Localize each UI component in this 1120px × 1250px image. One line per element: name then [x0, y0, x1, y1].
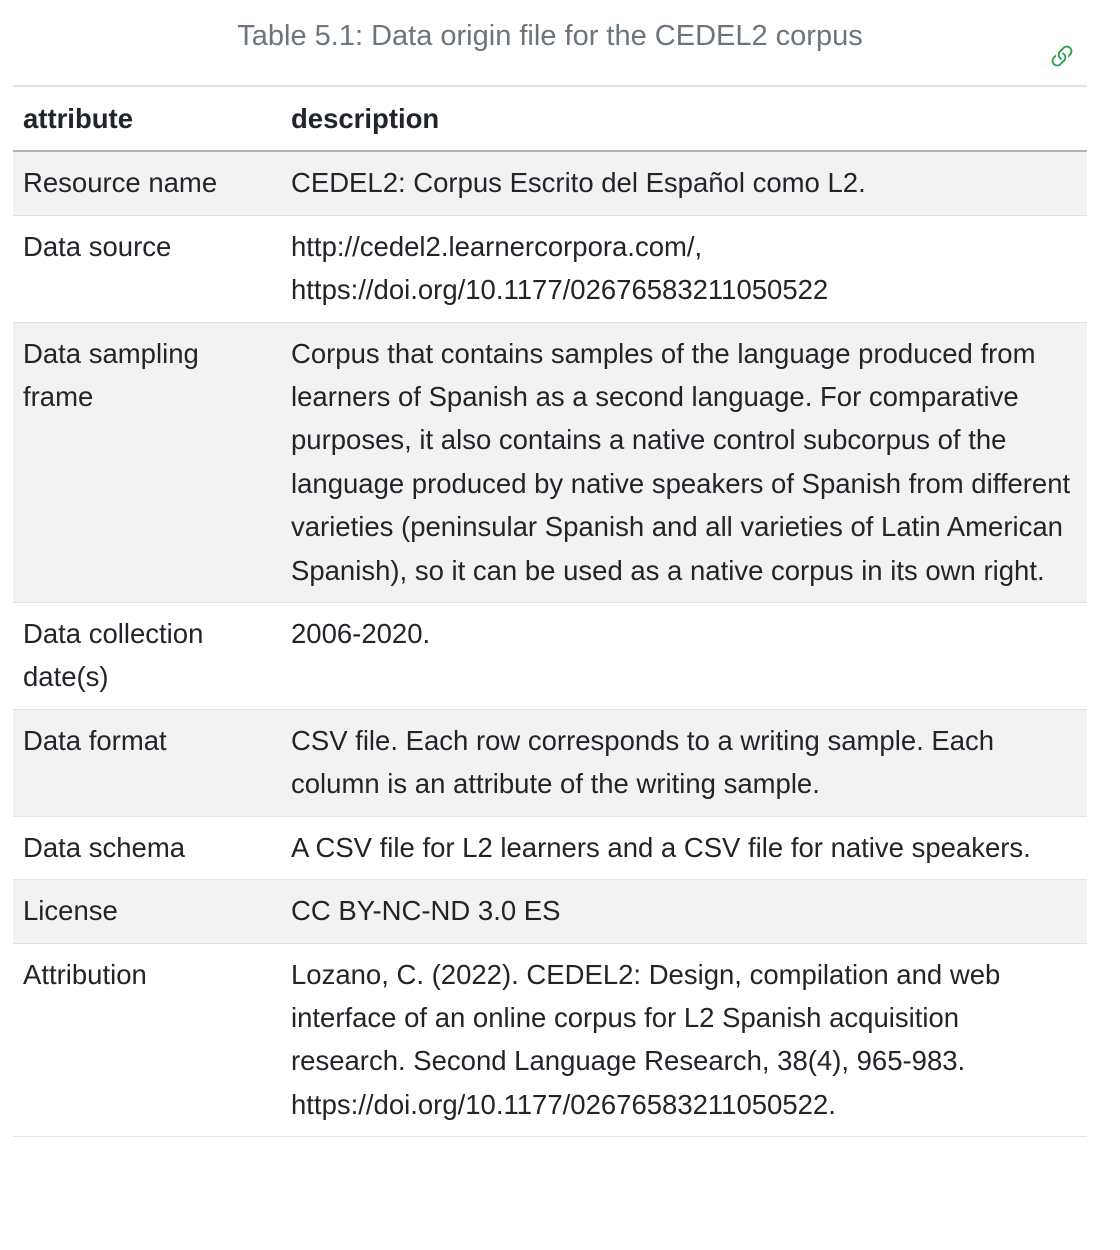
table-row [13, 322, 1087, 602]
table-header-row [13, 86, 1087, 151]
anchor-link[interactable] [1047, 42, 1077, 72]
row-description: CEDEL2: Corpus Escrito del Español como L2. [291, 167, 866, 199]
row-description: 2006-2020. [291, 618, 431, 650]
table-row [13, 151, 1087, 215]
row-attribute: Data collection date(s) [23, 618, 204, 693]
row-attribute: Attribution [23, 958, 147, 990]
row-description: A CSV file for L2 learners and a CSV file for native speakers. [291, 831, 1031, 863]
header-description: description [291, 103, 440, 134]
table-row [13, 816, 1087, 879]
row-description: CC BY-NC-ND 3.0 ES [291, 895, 561, 927]
row-description: Corpus that contains samples of the language produced from learners of Spanish as a second language. For comparative purposes, it also contains a native control subcorpus of the language produced by native speakers of Spanish from different varieties (peninsular Spanish and all varieties of Latin American Spanish), so it can be used as a native corpus in its own right. [291, 337, 1071, 586]
row-description: CSV file. Each row corresponds to a writing sample. Each column is an attribute of the writing sample. [291, 724, 995, 800]
row-attribute: Data format [23, 724, 167, 756]
row-attribute: Data source [23, 230, 172, 262]
row-attribute: Data sampling frame [23, 337, 199, 413]
table-row [13, 943, 1087, 1137]
table-row [13, 709, 1087, 816]
table-row [13, 603, 1087, 710]
row-attribute: Resource name [23, 167, 218, 199]
row-attribute: License [23, 895, 118, 927]
row-attribute: Data schema [23, 831, 186, 863]
data-origin-table [13, 85, 1087, 1137]
row-description: Lozano, C. (2022). CEDEL2: Design, compilation and web interface of an online corpus for L2 Spanish acquisition research. Second Language Research, 38(4), 965-983. https://doi.org/10.1177/02676583211050522. [291, 958, 1001, 1120]
table-row [13, 880, 1087, 943]
table-row [13, 215, 1087, 322]
header-attribute: attribute [23, 103, 133, 134]
link-icon [1047, 42, 1077, 72]
row-description: http://cedel2.learnercorpora.com/, https://doi.org/10.1177/02676583211050522 [291, 230, 829, 306]
table-caption: Table 5.1: Data origin file for the CEDEL2 corpus [237, 20, 863, 52]
